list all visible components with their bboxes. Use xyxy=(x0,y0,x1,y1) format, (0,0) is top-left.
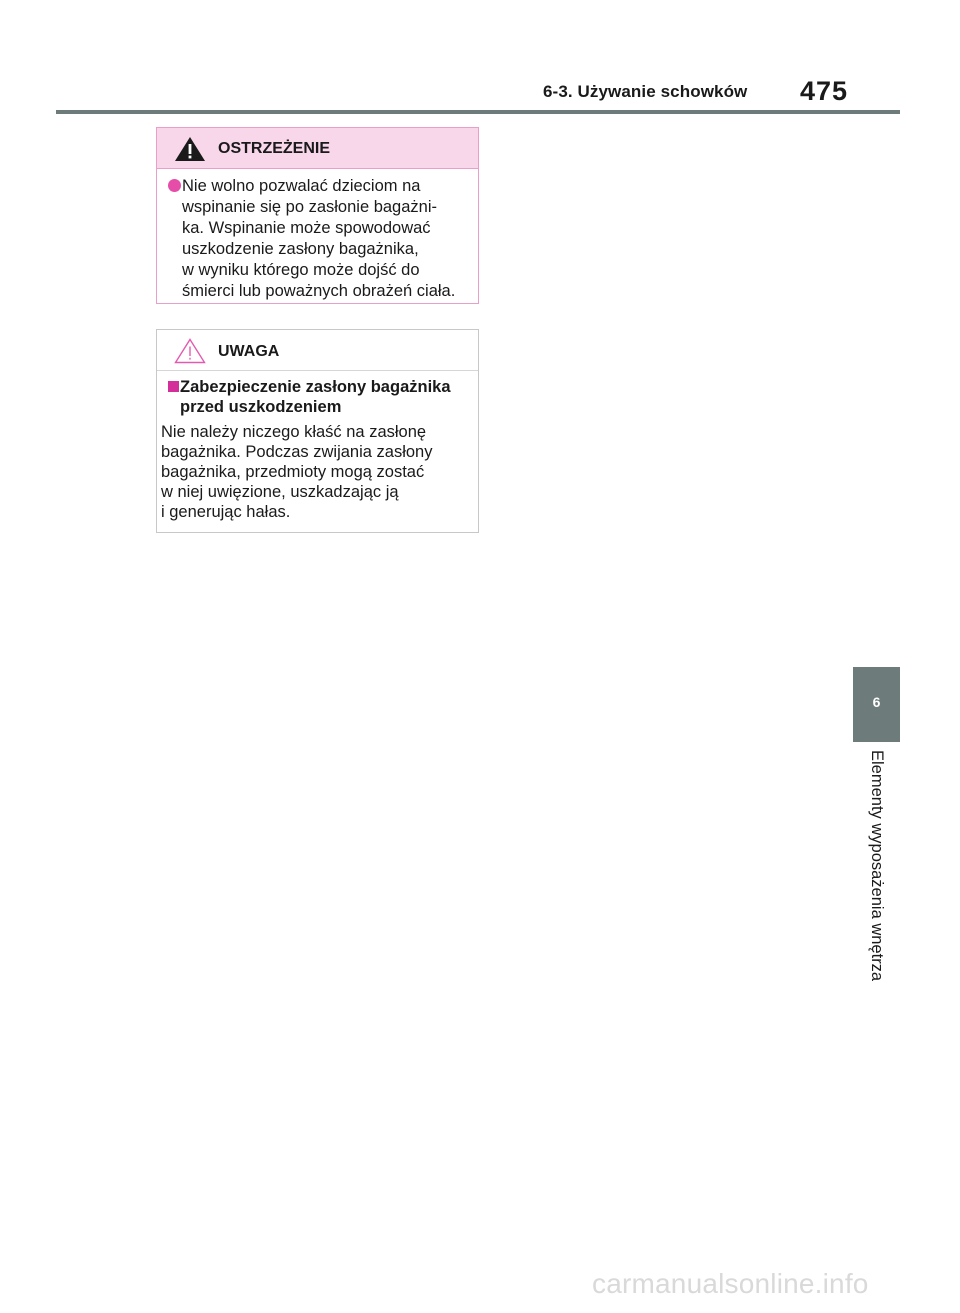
warning-box xyxy=(156,127,479,304)
bullet-circle-icon xyxy=(168,179,181,192)
caution-heading-line: przed uszkodzeniem xyxy=(180,398,342,416)
warning-line: ka. Wspinanie może spowodować xyxy=(182,219,431,237)
caution-triangle-icon xyxy=(174,338,206,364)
page-number: 475 xyxy=(800,76,849,106)
caution-subheading-text xyxy=(180,377,451,417)
watermark: carmanualsonline.info xyxy=(592,1268,869,1299)
warning-triangle-icon xyxy=(174,136,206,162)
warning-text xyxy=(182,176,477,302)
caution-text xyxy=(161,422,471,522)
caution-line: Nie należy niczego kłaść na zasłonę xyxy=(161,423,427,441)
caution-line: bagażnika, przedmioty mogą zostać xyxy=(161,463,425,481)
caution-line: i generując hałas. xyxy=(161,503,291,521)
caution-line: w niej uwięzione, uszkadzając ją xyxy=(161,483,399,501)
chapter-tab xyxy=(853,667,900,742)
warning-box-header xyxy=(157,128,478,169)
warning-line: uszkodzenie zasłony bagażnika, xyxy=(182,240,419,258)
warning-title: OSTRZEŻENIE xyxy=(218,140,331,157)
caution-line: bagażnika. Podczas zwijania zasłony xyxy=(161,443,433,461)
warning-line: wspinanie się po zasłonie bagażni- xyxy=(182,198,437,216)
caution-title: UWAGA xyxy=(218,343,280,360)
warning-line: w wyniku którego może dojść do xyxy=(182,261,420,279)
bullet-square-icon xyxy=(168,381,179,392)
chapter-label: Elementy wyposażenia wnętrza xyxy=(868,750,886,982)
warning-line: Nie wolno pozwalać dzieciom na xyxy=(182,177,421,195)
caution-box xyxy=(156,329,479,533)
warning-line: śmierci lub poważnych obrażeń ciała. xyxy=(182,282,456,300)
chapter-number: 6 xyxy=(872,694,881,710)
caution-heading-line: Zabezpieczenie zasłony bagażnika xyxy=(180,378,451,396)
section-title: 6-3. Używanie schowków xyxy=(543,82,748,101)
header-rule xyxy=(56,110,900,114)
caution-box-header xyxy=(157,330,478,371)
